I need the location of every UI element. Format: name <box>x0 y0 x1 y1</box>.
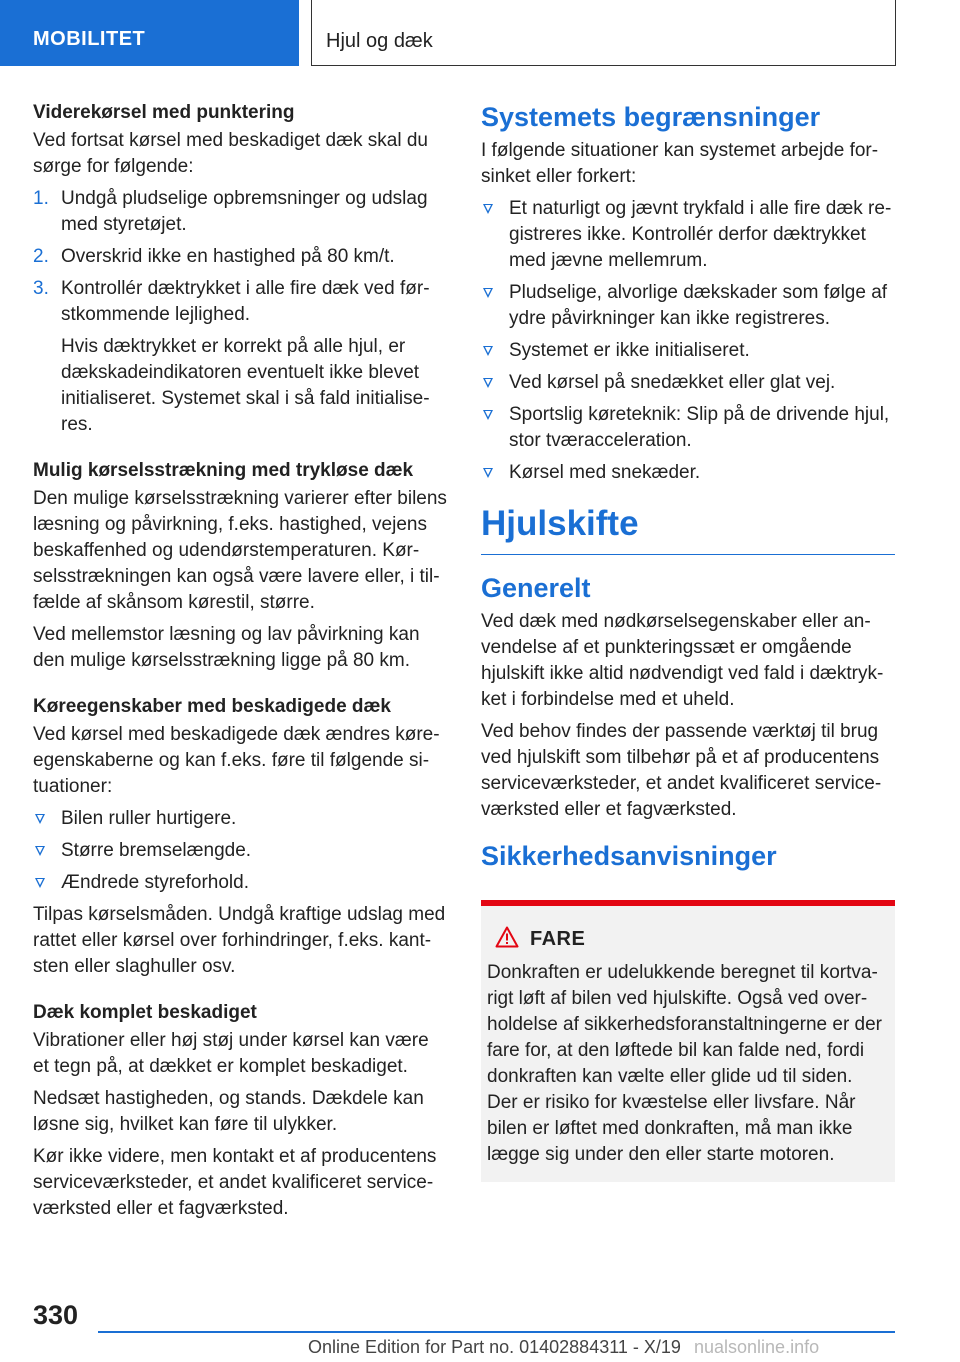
step-text: Kontrollér dæktrykket i alle fire dæk ved førstkommende lejlighed. <box>61 278 430 325</box>
triangle-bullet-icon <box>35 814 45 824</box>
triangle-bullet-icon <box>483 468 493 478</box>
bullet-text: Kørsel med snekæder. <box>509 462 701 483</box>
paragraph: Kør ikke videre, men kontakt et af producentens serviceværksteder, et andet kvalificeret serviceværksted eller et fagværksted. <box>33 1146 437 1219</box>
paragraph: Ved mellemstor læsning og lav påvirkning kan den mulige kørselsstrækning ligge på 80 km. <box>33 624 420 671</box>
list-item <box>33 186 449 238</box>
paragraph: Tilpas kørselsmåden. Undgå kraftige udslag med rattet eller kørsel over forhindringer, f.eks. kantsten eller slaghuller osv. <box>33 904 446 977</box>
bullet-text: Sportslig køreteknik: Slip på de drivende hjul, stor tværacceleration. <box>509 404 890 451</box>
paragraph: Ved dæk med nødkørselsegenskaber eller anvendelse af et punkteringssæt er omgående hjulskift ikke altid nødvendigt ved fald i dæktrykket i forbindelse med et uheld. <box>481 611 884 710</box>
chapter-heading-hjulskifte: Hjulskifte <box>481 502 895 555</box>
left-column <box>33 100 449 1228</box>
chapter-header <box>311 0 896 66</box>
paragraph: Vibrationer eller høj støj under kørsel kan være et tegn på, at dækket er komplet beskadiget. <box>33 1030 429 1077</box>
list-item <box>481 402 895 454</box>
right-column <box>481 100 895 877</box>
list-item <box>481 280 895 332</box>
triangle-bullet-icon <box>483 204 493 214</box>
bullet-text: Ved kørsel på snedækket eller glat vej. <box>509 372 836 393</box>
bullet-list <box>33 806 449 896</box>
paragraph: Ved kørsel med beskadigede dæk ændres køreegenskaberne og kan f.eks. føre til følgende situationer: <box>33 724 440 797</box>
bullet-text: Bilen ruller hurtigere. <box>61 808 237 829</box>
page-number: 330 <box>33 1300 79 1330</box>
footer-divider <box>98 1331 895 1333</box>
list-item <box>33 806 449 832</box>
step-note: Hvis dæktrykket er korrekt på alle hjul, er dækskadeindikatoren eventuelt ikke blevet initialiseret. Systemet skal i så fald initialiseres. <box>61 336 430 435</box>
heading-generelt: Generelt <box>481 573 591 603</box>
bullet-text: Et naturligt og jævnt trykfald i alle fire dæk registreres ikke. Kontrollér derfor dæktrykket med jævne mellemrum. <box>509 198 892 271</box>
warning-triangle-icon <box>495 926 519 948</box>
triangle-bullet-icon <box>483 288 493 298</box>
subheading-dæk-beskadiget: Dæk komplet beskadiget <box>33 1002 257 1023</box>
list-item <box>481 338 895 364</box>
step-number: 1. <box>33 188 49 209</box>
triangle-bullet-icon <box>483 378 493 388</box>
step-text: Overskrid ikke en hastighed på 80 km/t. <box>61 246 395 267</box>
paragraph: I følgende situationer kan systemet arbejde forsinket eller forkert: <box>481 140 879 187</box>
list-item <box>481 196 895 274</box>
subheading-køreegenskaber: Køreegenskaber med beskadigede dæk <box>33 696 391 717</box>
bullet-text: Ændrede styreforhold. <box>61 872 249 893</box>
list-item <box>33 244 449 270</box>
triangle-bullet-icon <box>35 878 45 888</box>
warning-text: Donkraften er udelukkende beregnet til kortvarigt løft af bilen ved hjulskifte. Også ved overholdelse af sikkerhedsforanstaltningerne er der fare for, at den løftede bil kan falde ned, fordi donkraften kan vælte eller glide ud til siden. Der er risiko for kvæstelse eller livsfare. Når bilen er løftet med donkraften, må man ikke lægge sig under den eller starte motoren. <box>487 962 883 1165</box>
step-number: 3. <box>33 278 49 299</box>
step-number: 2. <box>33 246 49 267</box>
bullet-list <box>481 196 895 486</box>
list-item <box>481 370 895 396</box>
bullet-text: Pludselige, alvorlige dækskader som følge af ydre påvirkninger kan ikke registreres. <box>509 282 888 329</box>
bullet-text: Større bremselængde. <box>61 840 252 861</box>
paragraph: Ved behov findes der passende værktøj til brug ved hjulskift som tilbehør på et af producentens serviceværksteder, et andet kvalificeret serviceværksted eller et fagværksted. <box>481 721 882 820</box>
paragraph: Den mulige kørselsstrækning varierer efter bilens læsning og påvirkning, f.eks. hastighed, vejens beskaffenhed og udendørstemperaturen. Kørselsstrækningen kan også være lavere eller, i tilfælde af skånsom kørestil, større. <box>33 488 447 613</box>
list-item <box>33 276 449 328</box>
warning-title: FARE <box>530 928 586 950</box>
triangle-bullet-icon <box>483 410 493 420</box>
triangle-bullet-icon <box>483 346 493 356</box>
watermark: nualsonline.info <box>694 1337 820 1357</box>
section-title: MOBILITET <box>33 28 146 50</box>
list-item <box>33 838 449 864</box>
chapter-title: Hjul og dæk <box>326 30 433 52</box>
steps-list <box>33 186 449 328</box>
step-text: Undgå pludselige opbremsninger og udslag med styretøjet. <box>61 188 428 235</box>
subheading-punktering: Viderekørsel med punktering <box>33 102 295 123</box>
list-item <box>481 460 895 486</box>
edition-text: Online Edition for Part no. 01402884311 - X/19 <box>308 1337 681 1357</box>
paragraph: Nedsæt hastigheden, og stands. Dækdele kan løsne sig, hvilket kan føre til ulykker. <box>33 1088 424 1135</box>
list-item <box>33 870 449 896</box>
warning-header <box>487 924 887 954</box>
section-tab <box>0 0 299 66</box>
heading-begrænsninger: Systemets begrænsninger <box>481 102 821 132</box>
triangle-bullet-icon <box>35 846 45 856</box>
warning-box <box>481 900 895 1182</box>
bullet-text: Systemet er ikke initialiseret. <box>509 340 750 361</box>
paragraph: Ved fortsat kørsel med beskadiget dæk skal du sørge for følgende: <box>33 130 428 177</box>
subheading-kørselsstrækning: Mulig kørselsstrækning med trykløse dæk <box>33 460 414 481</box>
heading-sikkerhed: Sikkerhedsanvisninger <box>481 841 777 871</box>
